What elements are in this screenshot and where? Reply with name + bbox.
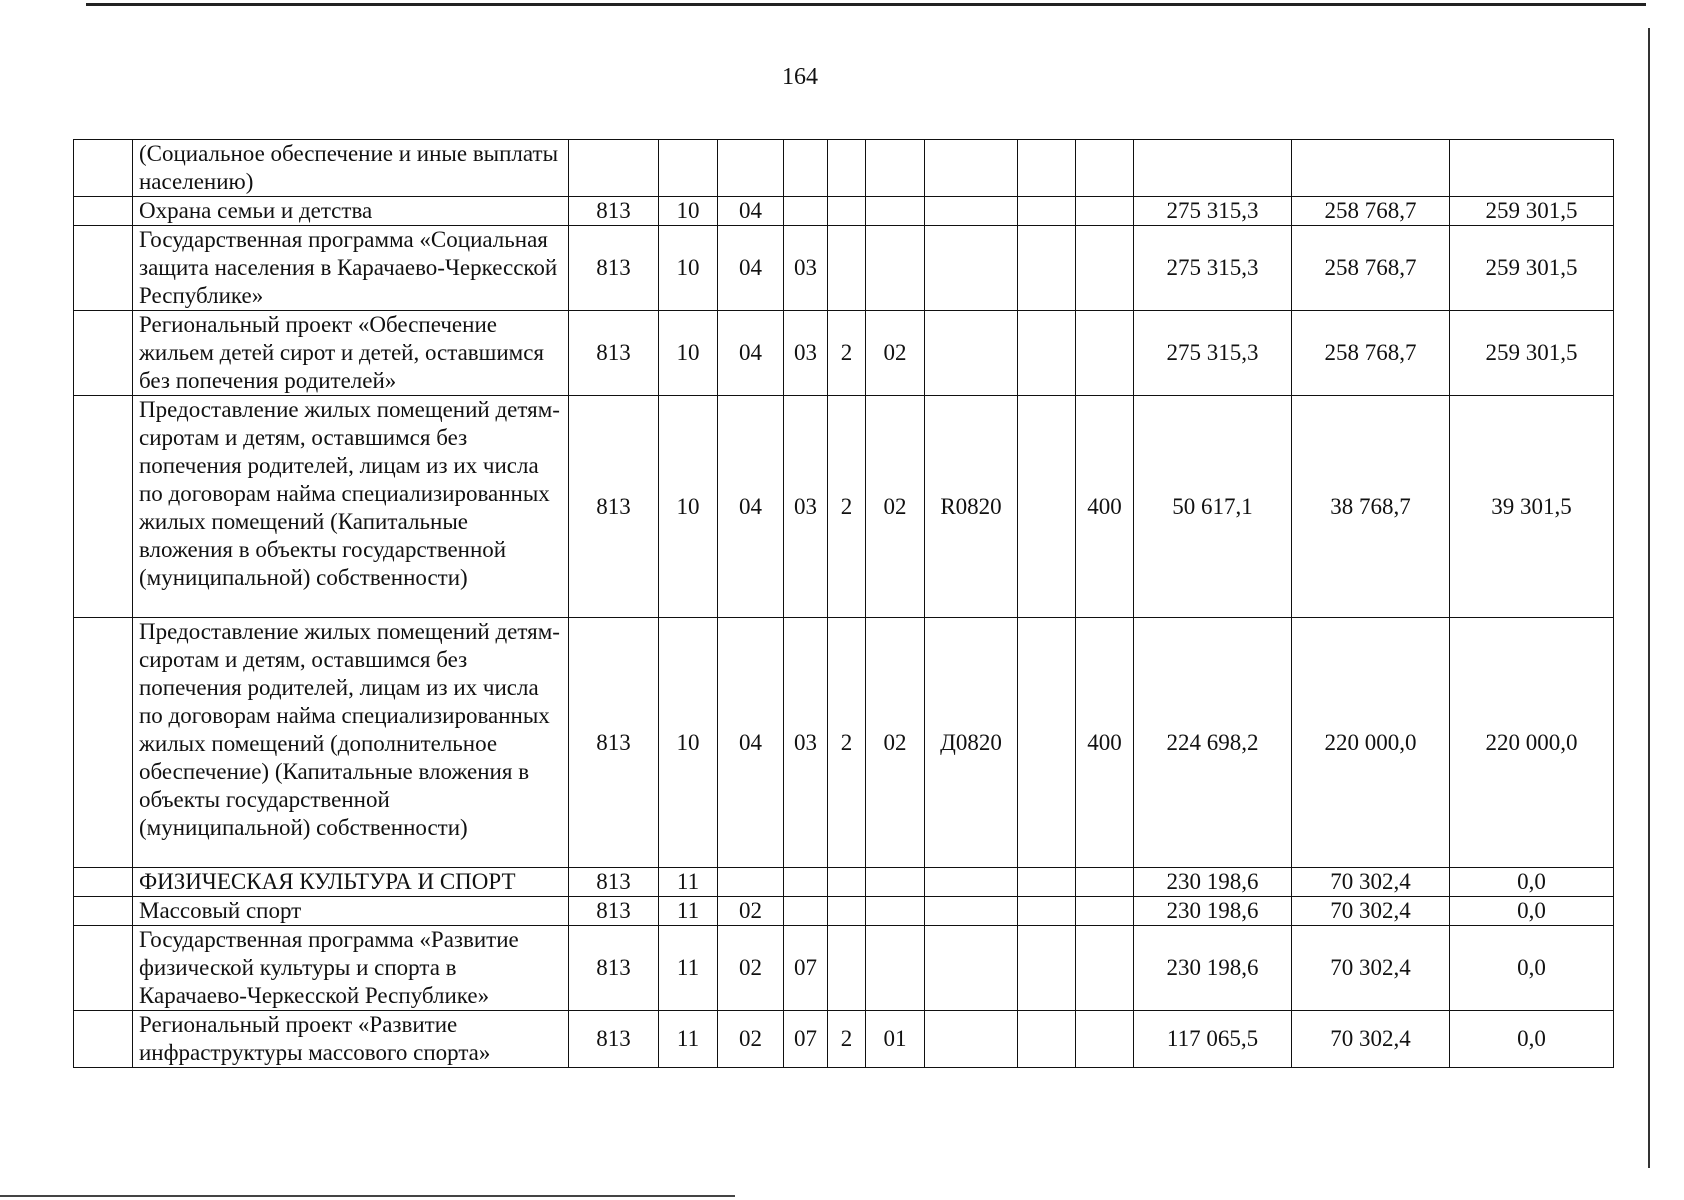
- program-code-cell: [784, 140, 828, 197]
- amount-year1-cell: 275 315,3: [1134, 197, 1292, 226]
- table-row: [74, 226, 1614, 311]
- program-code-cell: [784, 197, 828, 226]
- amount-year1-cell: 230 198,6: [1134, 926, 1292, 1011]
- project-code-cell: [866, 926, 925, 1011]
- row-name-cell: Государственная программа «Развитие физической культуры и спорта в Карачаево-Черкесской Республике»: [133, 926, 569, 1011]
- table-row: [74, 1011, 1614, 1068]
- section-code-cell: 10: [659, 311, 718, 396]
- amount-year2-cell: 258 768,7: [1292, 197, 1450, 226]
- expense-kind-cell: [1076, 897, 1134, 926]
- project-code-cell: [866, 897, 925, 926]
- amount-year1-cell: 230 198,6: [1134, 868, 1292, 897]
- amount-year2-cell: [1292, 140, 1450, 197]
- section-code-cell: 11: [659, 897, 718, 926]
- row-number-cell: [74, 396, 133, 618]
- direction-code-cell: [925, 226, 1018, 311]
- admin-code-cell: 813: [569, 197, 659, 226]
- direction-code-cell: [925, 311, 1018, 396]
- table-row: [74, 897, 1614, 926]
- direction-code-cell: [925, 1011, 1018, 1068]
- subprogram-code-cell: [828, 868, 866, 897]
- subprogram-code-cell: [828, 926, 866, 1011]
- amount-year2-cell: 70 302,4: [1292, 897, 1450, 926]
- row-name-cell: Массовый спорт: [133, 897, 569, 926]
- subprogram-code-cell: 2: [828, 618, 866, 868]
- subprogram-code-cell: [828, 140, 866, 197]
- page-number: 164: [782, 64, 818, 90]
- table-body: [74, 140, 1614, 1068]
- amount-year1-cell: 275 315,3: [1134, 311, 1292, 396]
- amount-year3-cell: 220 000,0: [1450, 618, 1614, 868]
- extra-code-cell: [1018, 926, 1076, 1011]
- amount-year2-cell: 258 768,7: [1292, 311, 1450, 396]
- section-code-cell: 10: [659, 226, 718, 311]
- program-code-cell: 03: [784, 396, 828, 618]
- row-name-cell: Региональный проект «Развитие инфраструктуры массового спорта»: [133, 1011, 569, 1068]
- admin-code-cell: 813: [569, 396, 659, 618]
- direction-code-cell: Д0820: [925, 618, 1018, 868]
- amount-year1-cell: 224 698,2: [1134, 618, 1292, 868]
- program-code-cell: 03: [784, 618, 828, 868]
- expense-kind-cell: [1076, 1011, 1134, 1068]
- program-code-cell: 03: [784, 226, 828, 311]
- direction-code-cell: [925, 140, 1018, 197]
- subsection-code-cell: 04: [718, 311, 784, 396]
- amount-year3-cell: 259 301,5: [1450, 226, 1614, 311]
- bottom-rule: [0, 1195, 735, 1197]
- admin-code-cell: 813: [569, 868, 659, 897]
- program-code-cell: 03: [784, 311, 828, 396]
- project-code-cell: [866, 226, 925, 311]
- subsection-code-cell: 04: [718, 618, 784, 868]
- amount-year3-cell: [1450, 140, 1614, 197]
- row-number-cell: [74, 868, 133, 897]
- expense-kind-cell: 400: [1076, 396, 1134, 618]
- direction-code-cell: [925, 897, 1018, 926]
- extra-code-cell: [1018, 226, 1076, 311]
- subsection-code-cell: [718, 868, 784, 897]
- row-number-cell: [74, 926, 133, 1011]
- expense-kind-cell: [1076, 868, 1134, 897]
- project-code-cell: [866, 868, 925, 897]
- direction-code-cell: R0820: [925, 396, 1018, 618]
- expense-kind-cell: 400: [1076, 618, 1134, 868]
- row-number-cell: [74, 1011, 133, 1068]
- amount-year2-cell: 220 000,0: [1292, 618, 1450, 868]
- table-row: [74, 926, 1614, 1011]
- subsection-code-cell: 02: [718, 926, 784, 1011]
- amount-year1-cell: [1134, 140, 1292, 197]
- section-code-cell: 10: [659, 618, 718, 868]
- program-code-cell: 07: [784, 926, 828, 1011]
- amount-year2-cell: 70 302,4: [1292, 926, 1450, 1011]
- top-rule: [86, 3, 1646, 6]
- amount-year1-cell: 230 198,6: [1134, 897, 1292, 926]
- table-row: [74, 396, 1614, 618]
- amount-year1-cell: 275 315,3: [1134, 226, 1292, 311]
- amount-year3-cell: 0,0: [1450, 926, 1614, 1011]
- amount-year2-cell: 38 768,7: [1292, 396, 1450, 618]
- section-code-cell: 11: [659, 1011, 718, 1068]
- row-number-cell: [74, 897, 133, 926]
- extra-code-cell: [1018, 897, 1076, 926]
- admin-code-cell: [569, 140, 659, 197]
- subsection-code-cell: 04: [718, 197, 784, 226]
- amount-year3-cell: 0,0: [1450, 868, 1614, 897]
- extra-code-cell: [1018, 396, 1076, 618]
- subprogram-code-cell: 2: [828, 1011, 866, 1068]
- admin-code-cell: 813: [569, 618, 659, 868]
- section-code-cell: 10: [659, 197, 718, 226]
- amount-year2-cell: 258 768,7: [1292, 226, 1450, 311]
- project-code-cell: 02: [866, 311, 925, 396]
- expense-kind-cell: [1076, 140, 1134, 197]
- expense-kind-cell: [1076, 197, 1134, 226]
- direction-code-cell: [925, 868, 1018, 897]
- amount-year3-cell: 259 301,5: [1450, 197, 1614, 226]
- amount-year2-cell: 70 302,4: [1292, 1011, 1450, 1068]
- table-row: [74, 618, 1614, 868]
- row-name-cell: Предоставление жилых помещений детям-сиротам и детям, оставшимся без попечения родителей, лицам из их числа по договорам найма специализированных жилых помещений (дополнительное обеспечение) (Капитальные вложения в объекты государственной (муниципальной) собственности): [133, 618, 569, 868]
- subprogram-code-cell: 2: [828, 396, 866, 618]
- section-code-cell: [659, 140, 718, 197]
- admin-code-cell: 813: [569, 311, 659, 396]
- project-code-cell: [866, 197, 925, 226]
- admin-code-cell: 813: [569, 926, 659, 1011]
- subsection-code-cell: 02: [718, 897, 784, 926]
- subprogram-code-cell: 2: [828, 311, 866, 396]
- row-number-cell: [74, 226, 133, 311]
- project-code-cell: 02: [866, 618, 925, 868]
- row-number-cell: [74, 140, 133, 197]
- row-name-cell: ФИЗИЧЕСКАЯ КУЛЬТУРА И СПОРТ: [133, 868, 569, 897]
- project-code-cell: 02: [866, 396, 925, 618]
- section-code-cell: 10: [659, 396, 718, 618]
- subprogram-code-cell: [828, 897, 866, 926]
- project-code-cell: [866, 140, 925, 197]
- table-row: [74, 311, 1614, 396]
- program-code-cell: [784, 897, 828, 926]
- table-row: [74, 197, 1614, 226]
- admin-code-cell: 813: [569, 226, 659, 311]
- expense-kind-cell: [1076, 226, 1134, 311]
- subprogram-code-cell: [828, 226, 866, 311]
- row-name-cell: Охрана семьи и детства: [133, 197, 569, 226]
- subsection-code-cell: 04: [718, 226, 784, 311]
- expense-kind-cell: [1076, 926, 1134, 1011]
- direction-code-cell: [925, 926, 1018, 1011]
- subsection-code-cell: 04: [718, 396, 784, 618]
- admin-code-cell: 813: [569, 897, 659, 926]
- row-name-cell: Предоставление жилых помещений детям-сиротам и детям, оставшимся без попечения родителей, лицам из их числа по договорам найма специализированных жилых помещений (Капитальные вложения в объекты государственной (муниципальной) собственности): [133, 396, 569, 618]
- budget-table: [73, 139, 1614, 1068]
- subsection-code-cell: [718, 140, 784, 197]
- amount-year3-cell: 0,0: [1450, 897, 1614, 926]
- section-code-cell: 11: [659, 926, 718, 1011]
- table-row: [74, 868, 1614, 897]
- extra-code-cell: [1018, 311, 1076, 396]
- row-number-cell: [74, 618, 133, 868]
- subprogram-code-cell: [828, 197, 866, 226]
- extra-code-cell: [1018, 140, 1076, 197]
- amount-year3-cell: 0,0: [1450, 1011, 1614, 1068]
- subsection-code-cell: 02: [718, 1011, 784, 1068]
- amount-year3-cell: 259 301,5: [1450, 311, 1614, 396]
- row-name-cell: Государственная программа «Социальная защита населения в Карачаево-Черкесской Республике»: [133, 226, 569, 311]
- project-code-cell: 01: [866, 1011, 925, 1068]
- admin-code-cell: 813: [569, 1011, 659, 1068]
- amount-year1-cell: 117 065,5: [1134, 1011, 1292, 1068]
- amount-year1-cell: 50 617,1: [1134, 396, 1292, 618]
- amount-year2-cell: 70 302,4: [1292, 868, 1450, 897]
- section-code-cell: 11: [659, 868, 718, 897]
- expense-kind-cell: [1076, 311, 1134, 396]
- row-name-cell: (Социальное обеспечение и иные выплаты населению): [133, 140, 569, 197]
- right-margin-rule: [1648, 28, 1650, 1168]
- row-number-cell: [74, 197, 133, 226]
- table-row: [74, 140, 1614, 197]
- extra-code-cell: [1018, 868, 1076, 897]
- program-code-cell: [784, 868, 828, 897]
- extra-code-cell: [1018, 197, 1076, 226]
- amount-year3-cell: 39 301,5: [1450, 396, 1614, 618]
- extra-code-cell: [1018, 1011, 1076, 1068]
- row-number-cell: [74, 311, 133, 396]
- direction-code-cell: [925, 197, 1018, 226]
- extra-code-cell: [1018, 618, 1076, 868]
- row-name-cell: Региональный проект «Обеспечение жильем детей сирот и детей, оставшимся без попечения родителей»: [133, 311, 569, 396]
- program-code-cell: 07: [784, 1011, 828, 1068]
